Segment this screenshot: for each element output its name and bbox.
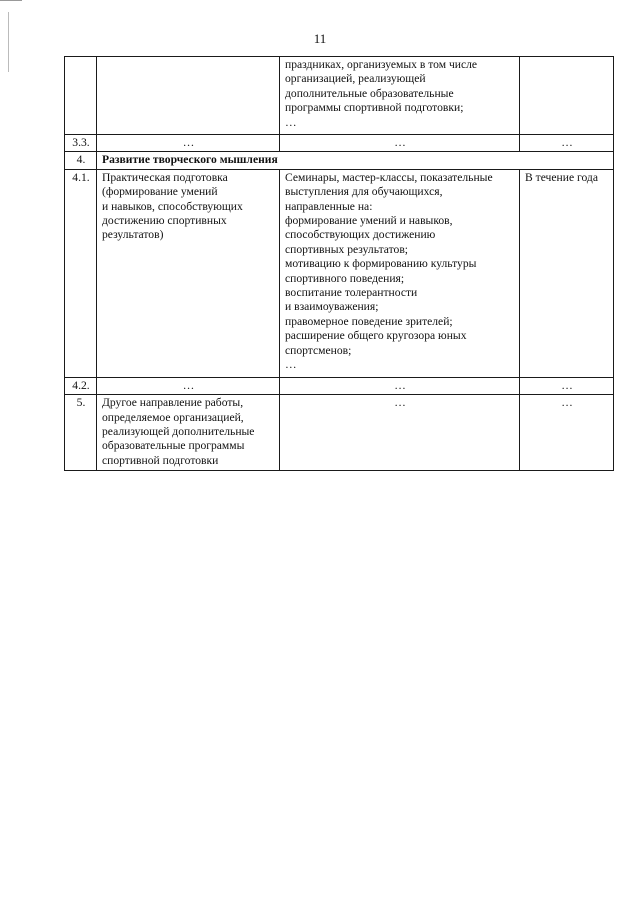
- content-line: способствующих достижению: [285, 228, 436, 242]
- content-line: расширение общего кругозора юных: [285, 329, 467, 343]
- row-number: [65, 57, 97, 135]
- direction-cell: …: [97, 135, 280, 152]
- content-cell: …: [280, 395, 520, 471]
- row-number: 4.2.: [65, 377, 97, 394]
- table-row: [65, 135, 614, 152]
- content-line: направленные на:: [285, 199, 373, 213]
- content-line: спортсменов;: [285, 343, 352, 357]
- direction-line: определяемое организацией,: [102, 410, 244, 424]
- scan-edge-mark: [0, 0, 22, 1]
- content-cell: …: [280, 377, 520, 394]
- direction-line: достижению спортивных: [102, 214, 227, 228]
- page-number: 11: [313, 31, 327, 46]
- content-line: спортивных результатов;: [285, 242, 409, 256]
- section-row: [65, 152, 614, 169]
- table-row: [65, 395, 614, 471]
- content-line: спортивного поведения;: [285, 271, 405, 285]
- direction-line: Практическая подготовка: [102, 170, 228, 184]
- content-line: программы спортивной подготовки;: [285, 101, 464, 115]
- content-line: выступления для обучающихся,: [285, 185, 443, 199]
- content-cell: …: [280, 135, 520, 152]
- table-row: [65, 377, 614, 394]
- direction-line: спортивной подготовки: [102, 453, 219, 467]
- term-cell: …: [520, 135, 614, 152]
- content-line: Семинары, мастер-классы, показательные: [285, 170, 493, 184]
- activities-table: [64, 56, 614, 471]
- content-line: правомерное поведение зрителей;: [285, 314, 453, 328]
- row-number: 3.3.: [65, 135, 97, 152]
- direction-line: (формирование умений: [102, 185, 218, 199]
- row-number: 4.: [65, 152, 97, 169]
- direction-line: образовательные программы: [102, 439, 245, 453]
- direction-line: и навыков, способствующих: [102, 199, 243, 213]
- direction-cell: [97, 169, 280, 377]
- content-cell: [280, 57, 520, 135]
- direction-line: Другое направление работы,: [102, 396, 244, 410]
- direction-cell: [97, 395, 280, 471]
- content-line: мотивацию к формированию культуры: [285, 257, 477, 271]
- content-line: организацией, реализующей: [285, 72, 426, 86]
- table-row: [65, 57, 614, 135]
- term-cell: …: [520, 377, 614, 394]
- content-line: воспитание толерантности: [285, 286, 418, 300]
- content-line: формирование умений и навыков,: [285, 214, 453, 228]
- content-line: праздниках, организуемых в том числе: [285, 58, 478, 71]
- content-line: дополнительные образовательные: [285, 86, 454, 100]
- term-cell: …: [520, 395, 614, 471]
- content-cell: [280, 169, 520, 377]
- direction-line: результатов): [102, 228, 164, 242]
- row-number: 5.: [65, 395, 97, 471]
- direction-cell: …: [97, 377, 280, 394]
- row-number: 4.1.: [65, 169, 97, 377]
- direction-line: реализующей дополнительные: [102, 425, 255, 439]
- content-line: …: [285, 115, 297, 129]
- direction-cell: [97, 57, 280, 135]
- table-row: [65, 169, 614, 377]
- term-cell: [520, 57, 614, 135]
- content-line: и взаимоуважения;: [285, 300, 379, 314]
- section-title: Развитие творческого мышления: [97, 152, 614, 169]
- term-cell: В течение года: [520, 169, 614, 377]
- content-line: …: [285, 358, 297, 372]
